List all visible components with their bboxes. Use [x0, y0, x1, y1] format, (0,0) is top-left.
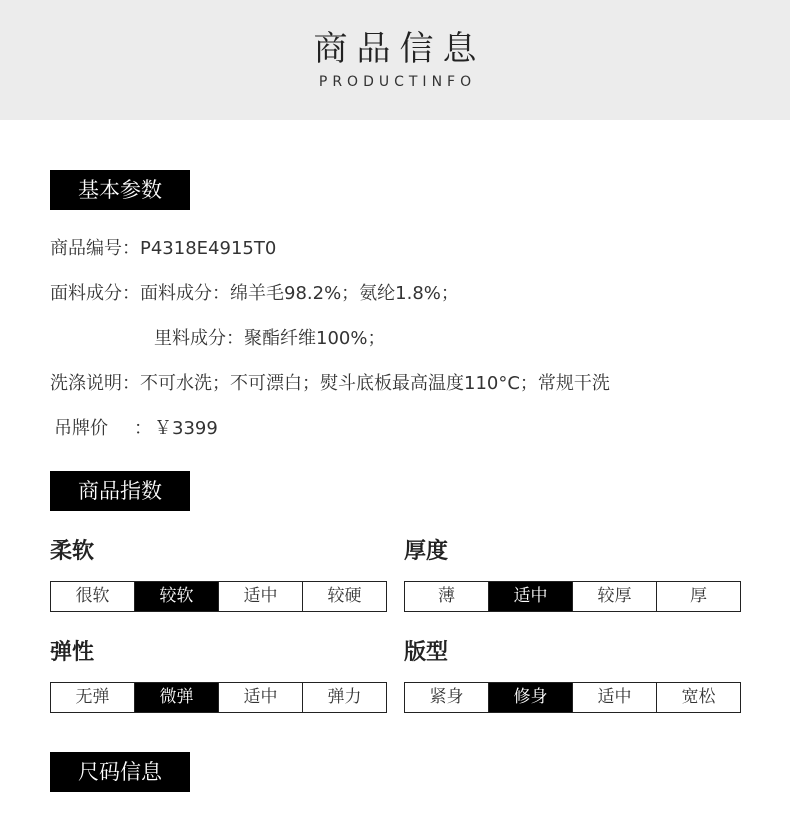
fabric-value: 面料成分：绵羊毛98.2%；氨纶1.8%；: [140, 283, 459, 304]
size-info-tag: 尺码信息: [50, 752, 190, 792]
elasticity-option: 弹力: [303, 683, 386, 712]
elasticity-title: 弹性: [50, 640, 95, 665]
fit-option: 紧身: [405, 683, 489, 712]
price-label: 吊牌价: [54, 418, 108, 439]
fit-option: 宽松: [657, 683, 740, 712]
page-title: 商品信息: [313, 29, 486, 69]
page-subtitle: PRODUCTINFO: [318, 74, 477, 90]
wash-label: 洗涤说明：: [50, 373, 140, 394]
fit-title: 版型: [404, 640, 449, 665]
softness-option: 很软: [51, 582, 135, 611]
softness-scale: [50, 581, 387, 612]
thickness-option: 较厚: [573, 582, 657, 611]
product-index-tag: 商品指数: [50, 471, 190, 511]
lining-row: [154, 327, 385, 351]
lining-value: 里料成分：聚酯纤维100%；: [154, 328, 386, 349]
softness-option: 较软: [135, 582, 219, 611]
elasticity-option: 适中: [219, 683, 303, 712]
fit-option: 适中: [573, 683, 657, 712]
thickness-title: 厚度: [404, 539, 449, 564]
fabric-row: [50, 282, 459, 306]
elasticity-option: 无弹: [51, 683, 135, 712]
price-value: ￥3399: [154, 418, 218, 439]
wash-value: 不可水洗；不可漂白；熨斗底板最高温度110°C；常规干洗: [140, 373, 610, 394]
wash-row: [50, 372, 610, 396]
fabric-label: 面料成分：: [50, 283, 140, 304]
elasticity-option: 微弹: [135, 683, 219, 712]
fit-scale: [404, 682, 741, 713]
basic-params-tag: 基本参数: [50, 170, 190, 210]
softness-option: 适中: [219, 582, 303, 611]
thickness-option: 薄: [405, 582, 489, 611]
product-info-header: [0, 0, 790, 120]
fit-option: 修身: [489, 683, 573, 712]
softness-title: 柔软: [50, 539, 95, 564]
elasticity-scale: [50, 682, 387, 713]
price-separator: ：: [134, 418, 152, 439]
price-row: [54, 417, 218, 441]
thickness-scale: [404, 581, 741, 612]
product-code-label: 商品编号：: [50, 238, 140, 259]
product-code-value: P4318E4915T0: [140, 238, 277, 259]
softness-option: 较硬: [303, 582, 386, 611]
product-code-row: [50, 237, 276, 261]
thickness-option: 适中: [489, 582, 573, 611]
thickness-option: 厚: [657, 582, 740, 611]
